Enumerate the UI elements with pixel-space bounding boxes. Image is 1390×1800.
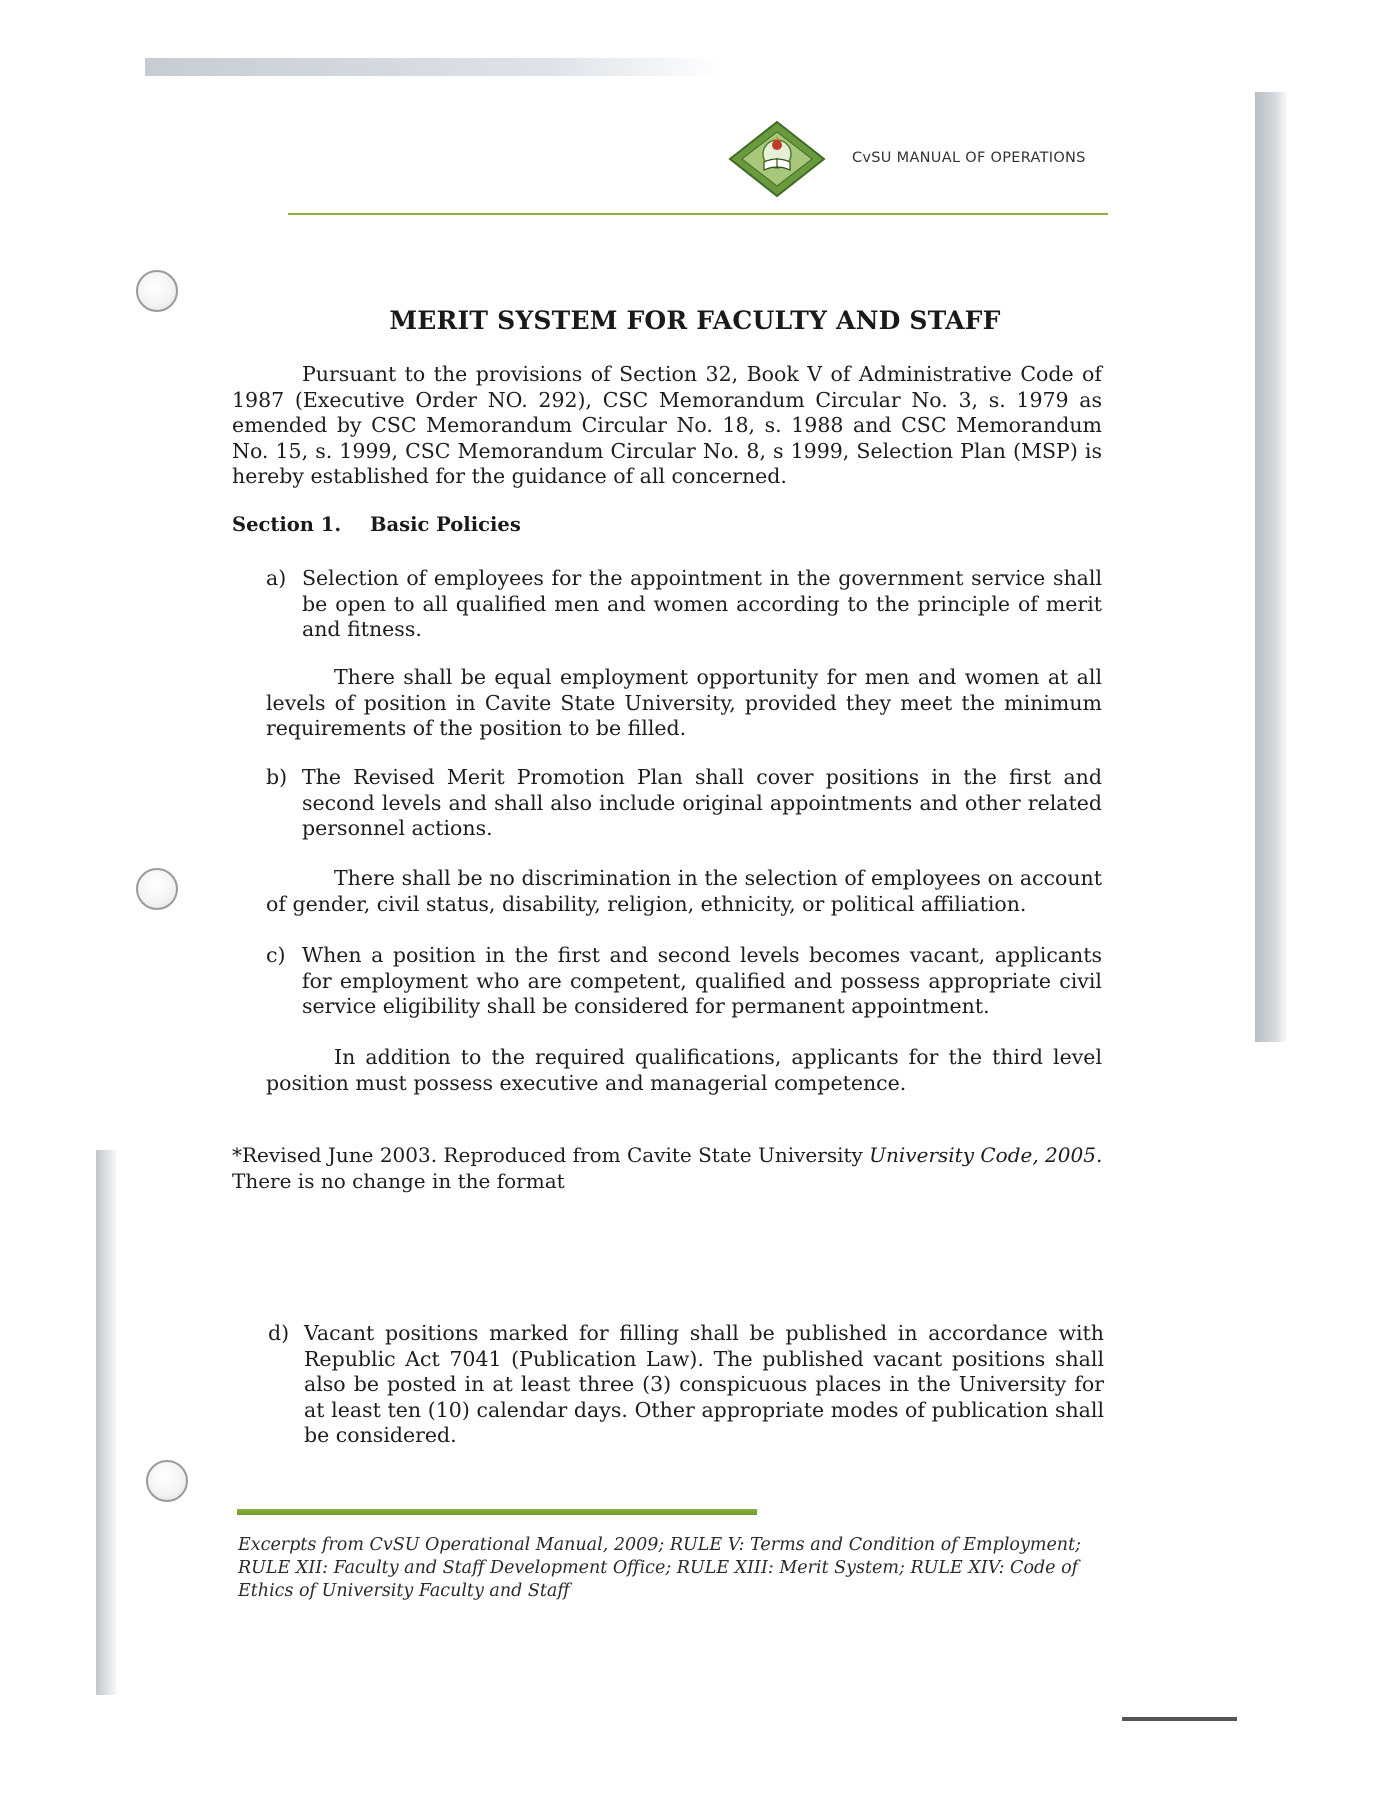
list-item-letter: a) [266,566,287,590]
revision-note-source: University Code, 2005. [869,1143,1103,1167]
list-item-followup: There shall be no discrimination in the selection of employees on account of gender, civil status, disability, religion, ethnicity, or political affiliation. [266,866,1102,916]
list-item-text: Selection of employees for the appointment in the government service shall be open to all qualified men and women according to the principle of merit and fitness. [302,566,1102,641]
footer-divider [237,1509,757,1515]
header-divider [288,213,1108,215]
list-item [266,566,1102,643]
list-item-letter: b) [266,765,288,789]
binder-hole-bottom [146,1460,188,1502]
scan-edge-top [145,58,725,76]
list-item-text: Vacant positions marked for filling shall be published in accordance with Republic Act 7041 (Publication Law). The published vacant positions shall also be posted in at least three (3) conspicuous places in the University for at least ten (10) calendar days. Other appropriate modes of publication shall be considered. [304,1321,1104,1447]
section-title: Basic Policies [370,513,521,536]
list-item [268,1321,1104,1449]
revision-note-suffix: There is no change in the format [232,1169,565,1193]
list-item-followup: In addition to the required qualifications, applicants for the third level position must possess executive and managerial competence. [266,1045,1102,1095]
list-item [266,765,1102,842]
footer-excerpt-note: Excerpts from CvSU Operational Manual, 2009; RULE V: Terms and Condition of Employment; RULE XII: Faculty and Staff Development Office; RULE XIII: Merit System; RULE XIV: Code of Ethics of University Faculty and Staff [238,1535,1082,1601]
header-title: CvSU MANUAL OF OPERATIONS [852,150,1086,166]
list-item [266,943,1102,1020]
binder-hole-middle [136,868,178,910]
list-item-text: The Revised Merit Promotion Plan shall cover positions in the first and second levels and shall also include original appointments and other related personnel actions. [302,765,1102,840]
list-item-letter: d) [268,1321,290,1345]
list-item-followup: There shall be equal employment opportunity for men and women at all levels of position in Cavite State University, provided they meet the minimum requirements of the position to be filled. [266,665,1102,740]
scan-edge-right [1255,92,1287,1042]
intro-paragraph: Pursuant to the provisions of Section 32, Book V of Administrative Code of 1987 (Executive Order NO. 292), CSC Memorandum Circular No. 3, s. 1979 as emended by CSC Memorandum Circular No. 18, s. 1988 and CSC Memorandum No. 15, s. 1999, CSC Memorandum Circular No. 8, s 1999, Selection Plan (MSP) is hereby established for the guidance of all concerned. [232,362,1102,488]
revision-note [232,1142,1112,1194]
section-heading [232,513,521,536]
page-title: MERIT SYSTEM FOR FACULTY AND STAFF [389,306,1001,335]
list-item-text: When a position in the first and second levels becomes vacant, applicants for employment who are competent, qualified and possess appropriate civil service eligibility shall be considered for permanent appointment. [302,943,1102,1018]
scan-edge-bottom [1122,1717,1237,1721]
revision-note-prefix: *Revised June 2003. Reproduced from Cavite State University [232,1143,870,1167]
list-item-letter: c) [266,943,286,967]
university-seal-icon [728,120,826,198]
section-number: Section 1. [232,513,342,536]
scan-edge-left [96,1150,116,1695]
